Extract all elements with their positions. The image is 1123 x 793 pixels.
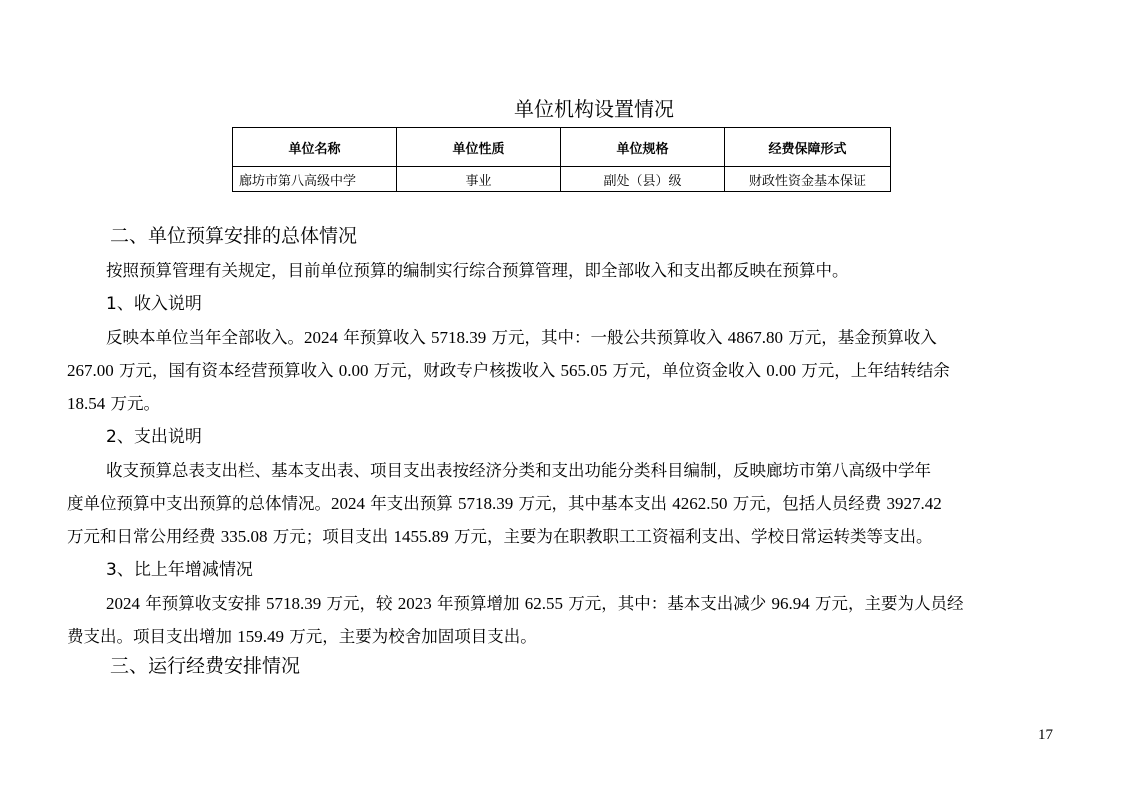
text-segment: 万元。 xyxy=(110,394,160,413)
text-segment: 年预算收入 xyxy=(343,328,426,347)
amount-value: 62.55 xyxy=(524,594,563,613)
section2-intro: 按照预算管理有关规定，目前单位预算的编制实行综合预算管理，即全部收入和支出都反映在预算中。 xyxy=(106,261,849,280)
text-segment: 万元，其中：基本支出减少 xyxy=(568,594,767,613)
text-segment: 万元，国有资本经营预算收入 xyxy=(119,361,334,380)
header-unit-level: 单位规格 xyxy=(561,128,725,167)
amount-value: 267.00 xyxy=(67,361,114,380)
expense-line-3 xyxy=(67,525,933,549)
text-segment: 万元，其中基本支出 xyxy=(518,494,667,513)
table-header-row xyxy=(233,128,891,167)
income-title: 1、收入说明 xyxy=(106,294,202,314)
text-segment: 万元，较 xyxy=(326,594,393,613)
income-line-2 xyxy=(67,359,950,383)
year-value: 2024 xyxy=(106,594,140,613)
amount-value: 5718.39 xyxy=(458,494,514,513)
header-funding-form: 经费保障形式 xyxy=(725,128,891,167)
text-segment: 万元，包括人员经费 xyxy=(732,494,882,513)
cell-funding-form: 财政性资金基本保证 xyxy=(725,167,891,192)
text-segment: 度单位预算中支出预算的总体情况。 xyxy=(67,494,331,513)
expense-title: 2、支出说明 xyxy=(106,427,202,447)
amount-value: 1455.89 xyxy=(393,527,449,546)
text-segment: 反映本单位当年全部收入。 xyxy=(106,328,304,347)
year-value: 2023 xyxy=(397,594,432,613)
expense-line-2 xyxy=(67,492,942,516)
year-value: 2024 xyxy=(304,328,338,347)
text-segment: 年预算收支安排 xyxy=(145,594,261,613)
amount-value: 335.08 xyxy=(220,527,268,546)
amount-value: 0.00 xyxy=(766,361,796,380)
amount-value: 5718.39 xyxy=(266,594,322,613)
text-segment: 万元；项目支出 xyxy=(272,527,389,546)
section3-heading: 三、运行经费安排情况 xyxy=(110,655,301,677)
amount-value: 565.05 xyxy=(560,361,608,380)
amount-value: 4867.80 xyxy=(727,328,783,347)
section2-heading: 二、单位预算安排的总体情况 xyxy=(110,225,358,247)
text-segment: 年预算增加 xyxy=(437,594,520,613)
text-segment: 万元，上年结转结余 xyxy=(801,361,950,380)
change-line-2 xyxy=(67,625,537,649)
change-line-1 xyxy=(106,592,964,616)
expense-line-1: 收支预算总表支出栏、基本支出表、项目支出表按经济分类和支出功能分类科目编制，反映廊坊市第八高级中学年 xyxy=(106,461,931,480)
amount-value: 5718.39 xyxy=(431,328,487,347)
income-line-3 xyxy=(67,392,160,416)
cell-unit-name: 廊坊市第八高级中学 xyxy=(233,167,397,192)
text-segment: 万元，单位资金收入 xyxy=(612,361,761,380)
income-line-1 xyxy=(106,326,937,350)
cell-unit-nature: 事业 xyxy=(397,167,561,192)
text-segment: 万元和日常公用经费 xyxy=(67,527,216,546)
text-segment: 万元，主要为校舍加固项目支出。 xyxy=(289,627,537,646)
text-segment: 年支出预算 xyxy=(370,494,453,513)
table-row xyxy=(233,167,891,192)
amount-value: 0.00 xyxy=(338,361,369,380)
amount-value: 159.49 xyxy=(237,627,284,646)
amount-value: 3927.42 xyxy=(886,494,942,513)
change-title: 3、比上年增减情况 xyxy=(106,560,253,580)
amount-value: 4262.50 xyxy=(672,494,728,513)
year-value: 2024 xyxy=(331,494,365,513)
header-unit-name: 单位名称 xyxy=(233,128,397,167)
text-segment: 万元，其中：一般公共预算收入 xyxy=(491,328,723,347)
org-table xyxy=(232,127,891,192)
text-segment: 万元，主要为人员经 xyxy=(815,594,964,613)
table-title: 单位机构设置情况 xyxy=(514,97,674,121)
text-segment: 万元，财政专户核拨收入 xyxy=(373,361,556,380)
header-unit-nature: 单位性质 xyxy=(397,128,561,167)
amount-value: 96.94 xyxy=(771,594,810,613)
text-segment: 万元，主要为在职教职工工资福利支出、学校日常运转类等支出。 xyxy=(454,527,933,546)
page-number: 17 xyxy=(1038,727,1053,743)
cell-unit-level: 副处（县）级 xyxy=(561,167,725,192)
amount-value: 18.54 xyxy=(67,394,106,413)
text-segment: 费支出。项目支出增加 xyxy=(67,627,232,646)
text-segment: 万元，基金预算收入 xyxy=(788,328,937,347)
